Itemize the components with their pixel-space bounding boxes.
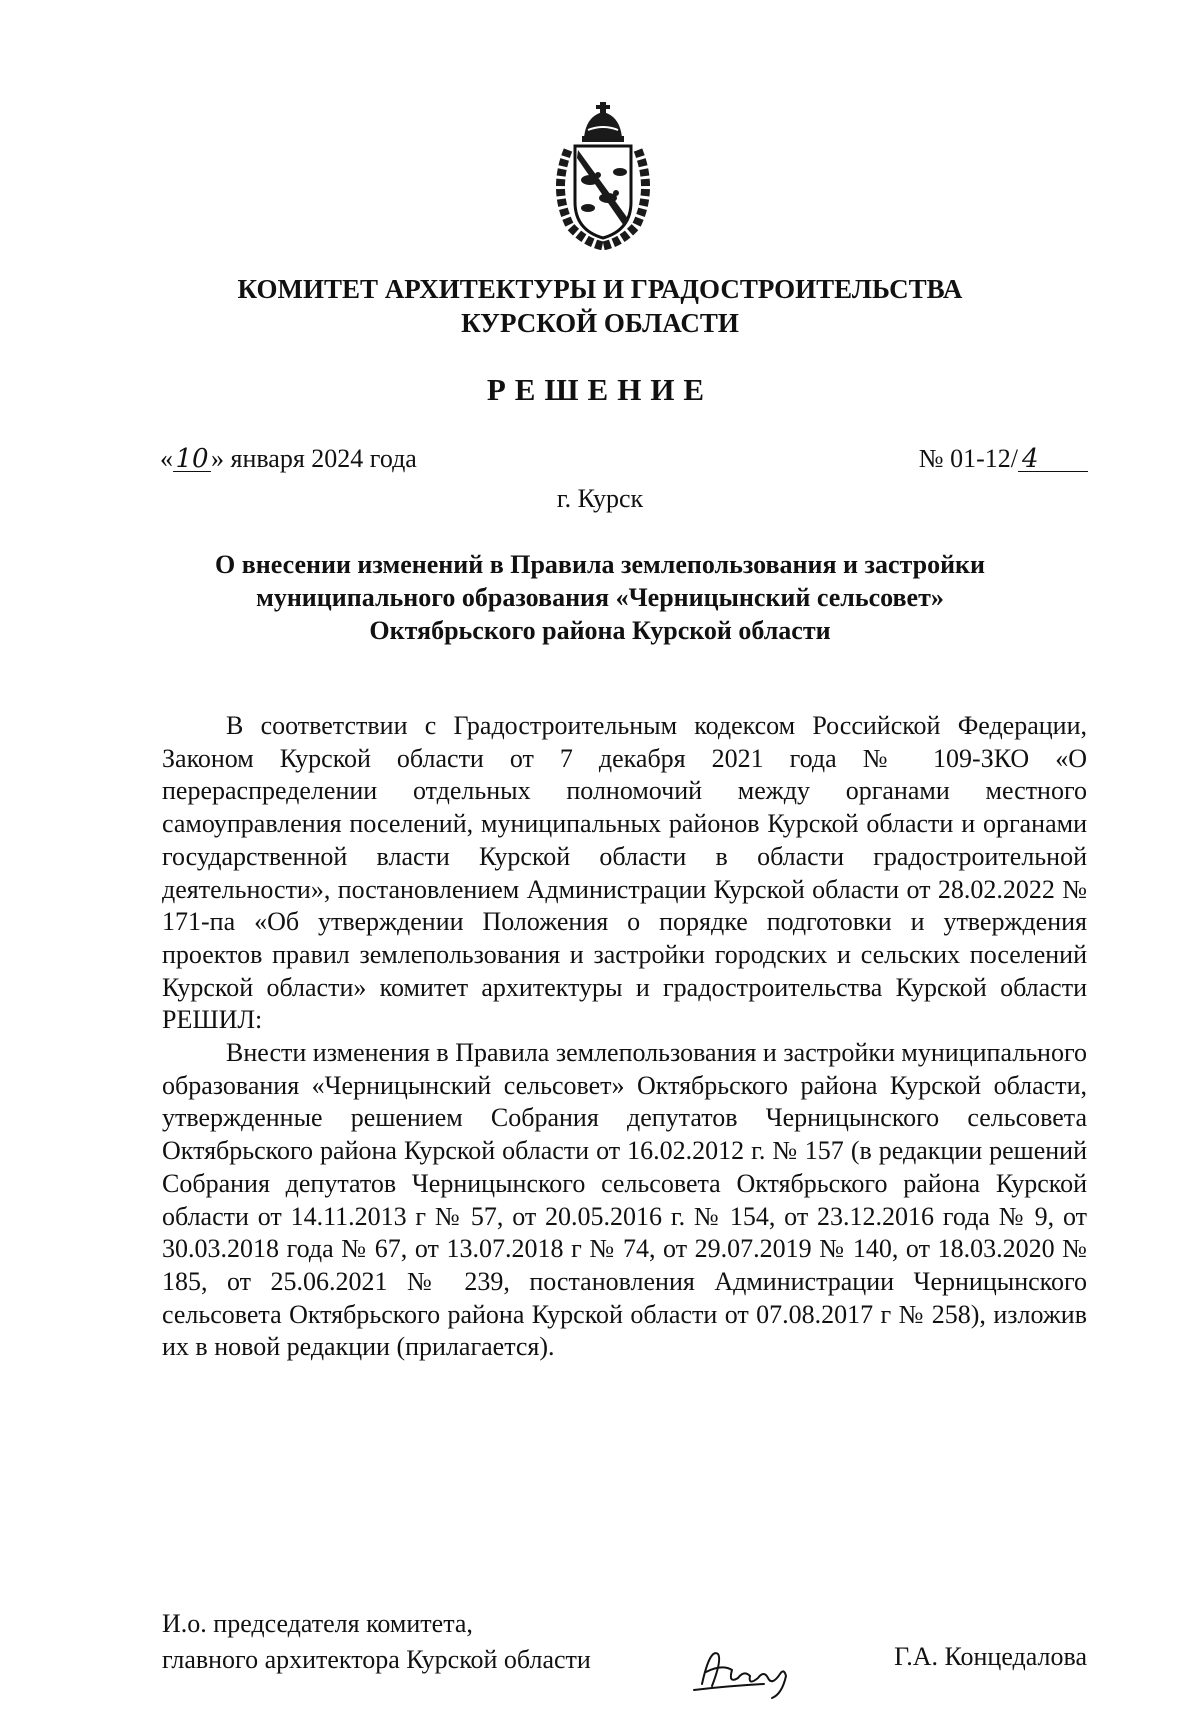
body-paragraph-2: Внести изменения в Правила землепользования и застройки муниципального образования «Черницынский сельсовет» Октябрьского района Курской области, утвержденные решением Собрания депутатов Черницынского сельсовета Октябрьского района Курской области от 16.02.2012 г. № 157 (в редакции решений Собрания депутатов Черницынского сельсовета Октябрьского района Курской области от 14.11.2013 г № 57, от 20.05.2016 г. № 154, от 23.12.2016 года № 9, от 30.03.2018 года № 67, от 13.07.2018 г № 74, от 29.07.2019 № 140, от 18.03.2020 № 185, от 25.06.2021 № 239, постановления Администрации Черницынского сельсовета Октябрьского района Курской области от 07.08.2017 г № 258), изложив их в новой редакции (прилагается).: [162, 1038, 1087, 1362]
signatory-position: [162, 1606, 591, 1678]
document-date: [160, 444, 417, 474]
document-body: [162, 710, 1087, 1364]
body-paragraph-1: В соответствии с Градостроительным кодексом Российской Федерации, Законом Курской области от 7 декабря 2021 года № 109-ЗКО «О перераспределении отдельных полномочий между органами местного самоуправления поселений, муниципальных районов Курской области и органами государственной власти Курской области в области градостроительной деятельности», постановлением Администрации Курской области от 28.02.2022 № 171-па «Об утверждении Положения о порядке подготовки и утверждения проектов правил землепользования и застройки городских и сельских поселений Курской области» комитет архитектуры и градостроительства Курской области РЕШИЛ:: [162, 711, 1087, 1035]
organization-name-line1: КОМИТЕТ АРХИТЕКТУРЫ И ГРАДОСТРОИТЕЛЬСТВА: [237, 274, 963, 304]
title-line3: Октябрьского района Курской области: [369, 616, 831, 645]
document-title: [140, 548, 1060, 647]
document-number: [919, 444, 1088, 474]
number-suffix: 4: [1018, 447, 1088, 472]
position-line1: И.о. председателя комитета,: [162, 1609, 473, 1638]
title-line2: муниципального образования «Черницынский сельсовет»: [256, 583, 944, 612]
signer-name: Г.А. Концедалова: [894, 1642, 1087, 1671]
number-prefix: № 01-12/: [918, 444, 1018, 473]
document-type: РЕШЕНИЕ: [486, 372, 714, 407]
organization-name-line2: КУРСКОЙ ОБЛАСТИ: [461, 308, 739, 338]
date-rest: » января 2024 года: [211, 444, 417, 473]
handwritten-signature-icon: [688, 1640, 798, 1702]
document-city: г. Курск: [556, 484, 644, 513]
position-line2: главного архитектора Курской области: [162, 1645, 591, 1674]
date-quote-open: «: [160, 444, 173, 473]
title-line1: О внесении изменений в Правила землепользования и застройки: [214, 550, 986, 579]
kursk-coat-of-arms-icon: [548, 100, 658, 250]
date-day: 10: [173, 447, 211, 472]
